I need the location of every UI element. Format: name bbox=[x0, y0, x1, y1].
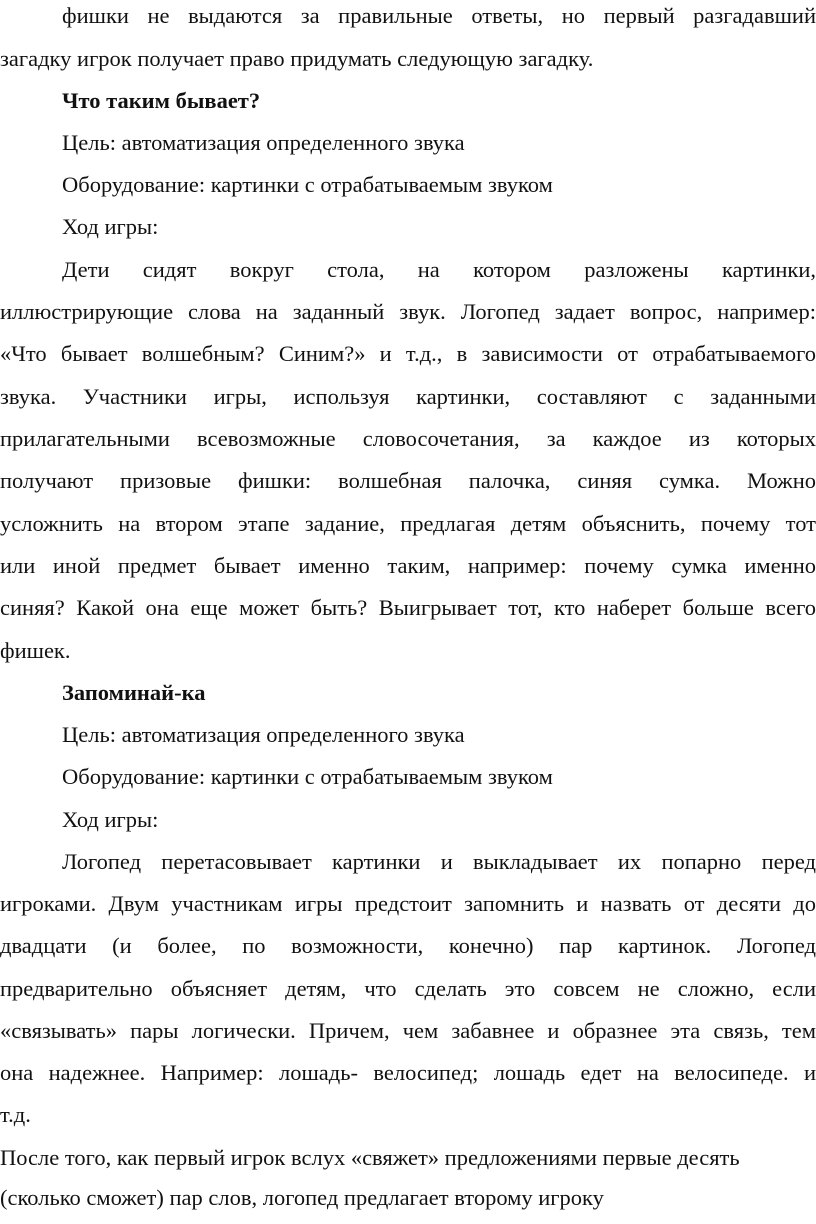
goal-line: Цель: автоматизация определенного звука bbox=[62, 722, 465, 747]
text-line: предварительно объясняет детям, что сделать это совсем не сложно, если bbox=[0, 976, 816, 1001]
text-line: фишки не выдаются за правильные ответы, но первый разгадавший bbox=[62, 3, 816, 28]
text-line: (сколько сможет) пар слов, логопед предлагает второму игроку bbox=[0, 1185, 604, 1210]
text-line: т.д. bbox=[0, 1102, 31, 1127]
text-line: «связывать» пары логически. Причем, чем забавнее и образнее эта связь, тем bbox=[0, 1018, 816, 1043]
text-line: или иной предмет бывает именно таким, например: почему сумка именно bbox=[0, 553, 816, 578]
text-line: загадку игрок получает право придумать следующую загадку. bbox=[0, 46, 594, 71]
text-line: Дети сидят вокруг стола, на котором разложены картинки, bbox=[62, 257, 816, 282]
text-line: получают призовые фишки: волшебная палочка, синяя сумка. Можно bbox=[0, 468, 816, 493]
section-heading: Что таким бывает? bbox=[62, 88, 261, 113]
procedure-heading: Ход игры: bbox=[62, 214, 159, 239]
text-line: прилагательными всевозможные словосочетания, за каждое из которых bbox=[0, 426, 816, 451]
text-line: игроками. Двум участникам игры предстоит запомнить и назвать от десяти до bbox=[0, 891, 816, 916]
text-line: После того, как первый игрок вслух «свяжет» предложениями первые десять bbox=[0, 1145, 740, 1170]
text-line: усложнить на втором этапе задание, предлагая детям объяснить, почему тот bbox=[0, 511, 816, 536]
text-line: Логопед перетасовывает картинки и выкладывает их попарно перед bbox=[62, 849, 816, 874]
section-heading: Запоминай-ка bbox=[62, 680, 206, 705]
equipment-line: Оборудование: картинки с отрабатываемым звуком bbox=[62, 764, 553, 789]
text-line: фишек. bbox=[0, 638, 71, 663]
text-line: двадцати (и более, по возможности, конечно) пар картинок. Логопед bbox=[0, 933, 816, 958]
text-line: звука. Участники игры, используя картинки, составляют с заданными bbox=[0, 384, 816, 409]
text-line: «Что бывает волшебным? Синим?» и т.д., в зависимости от отрабатываемого bbox=[0, 341, 816, 366]
equipment-line: Оборудование: картинки с отрабатываемым звуком bbox=[62, 172, 553, 197]
text-line: синяя? Какой она еще может быть? Выигрывает тот, кто наберет больше всего bbox=[0, 595, 816, 620]
text-line: она надежнее. Например: лошадь- велосипед; лошадь едет на велосипеде. и bbox=[0, 1060, 816, 1085]
procedure-heading: Ход игры: bbox=[62, 807, 159, 832]
goal-line: Цель: автоматизация определенного звука bbox=[62, 130, 465, 155]
text-line: иллюстрирующие слова на заданный звук. Логопед задает вопрос, например: bbox=[0, 299, 816, 324]
